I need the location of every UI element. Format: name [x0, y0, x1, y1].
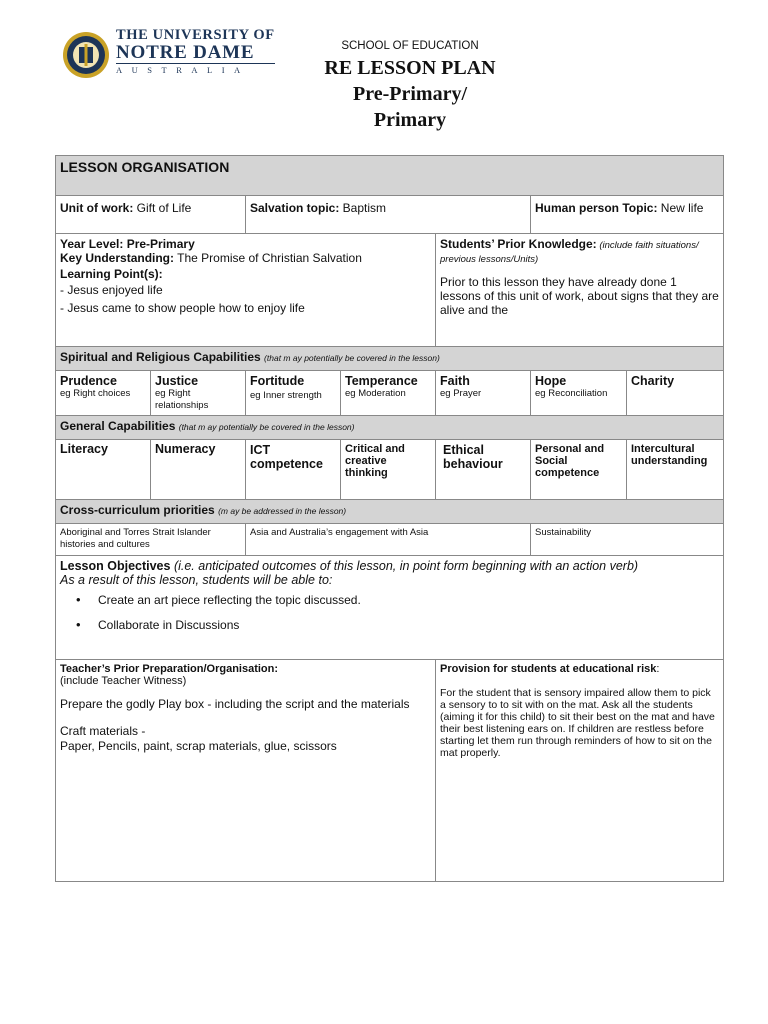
- general-intercultural: [627, 440, 724, 500]
- lesson-objectives-note: (i.e. anticipated outcomes of this lesson, in point form beginning with an action verb): [170, 559, 639, 573]
- general-ict: [246, 440, 341, 500]
- human-label: Human person Topic:: [535, 201, 658, 215]
- prior-knowledge-cell: [436, 234, 724, 347]
- capability-name: Faith: [440, 374, 470, 388]
- general-numeracy: [151, 440, 246, 500]
- capability-hope: [531, 371, 627, 416]
- capability-name: Charity: [631, 374, 675, 388]
- cross-priority-text: Asia and Australia’s engagement with Asia: [250, 527, 429, 538]
- learning-points-list: [60, 283, 431, 315]
- logo-line-1: THE UNIVERSITY OF: [116, 27, 275, 43]
- document-subtitle-2: Primary: [373, 109, 447, 131]
- document-header: [260, 40, 560, 133]
- general-capabilities-note: (that m ay potentially be covered in the lesson): [178, 422, 355, 432]
- lesson-objectives-list: [60, 593, 719, 632]
- learning-points-label: Learning Point(s):: [60, 267, 163, 281]
- objective-item: • Collaborate in Discussions: [98, 618, 719, 632]
- prior-knowledge-note: (include faith situations/ previous lessons/Units): [440, 240, 699, 265]
- year-level: Year Level: Pre-Primary: [60, 237, 195, 251]
- logo-line-2: NOTRE DAME: [116, 42, 255, 63]
- unit-value: Gift of Life: [133, 201, 192, 215]
- prior-knowledge-label: Students’ Prior Knowledge:: [440, 237, 597, 251]
- capability-name: Hope: [535, 374, 567, 388]
- cross-priority-text: Aboriginal and Torres Strait Islander histories and cultures: [60, 527, 211, 550]
- provision-label: Provision for students at educational risk: [440, 663, 657, 675]
- provision-text: For the student that is sensory impaired allow them to pick a sensory to to sit with on the mat. Ask all the students (aiming it for this child) to sit their best on the mat and have their best listening ears on. If children are restless before starting let them run through reminders of how to sit on the mat properly.: [440, 687, 715, 759]
- general-personal-social: [531, 440, 627, 500]
- capability-charity: [627, 371, 724, 416]
- lesson-objectives-cell: [56, 556, 724, 660]
- document-title: RE LESSON PLAN: [324, 57, 496, 79]
- capability-name: Fortitude: [250, 374, 305, 388]
- capability-name: Prudence: [60, 374, 117, 388]
- crest-icon: [62, 30, 110, 80]
- human-value: New life: [657, 201, 704, 215]
- capability-name: Temperance: [345, 374, 418, 388]
- general-capability-name: Literacy: [60, 442, 108, 456]
- spiritual-capabilities-note: (that m ay potentially be covered in the lesson): [264, 353, 440, 363]
- unit-label: Unit of work:: [60, 201, 134, 215]
- cross-curriculum-title: Cross-curriculum priorities: [60, 503, 215, 517]
- capability-example: eg Moderation: [345, 388, 406, 399]
- general-capability-name: Critical and creative thinking: [345, 443, 405, 479]
- learning-point: - Jesus came to show people how to enjoy life: [60, 301, 305, 315]
- university-logo: [62, 27, 275, 82]
- cross-priority-sustainability: [531, 524, 724, 556]
- cross-priority-text: Sustainability: [535, 527, 591, 538]
- salvation-value: Baptism: [339, 201, 387, 215]
- spiritual-capabilities-title: Spiritual and Religious Capabilities: [60, 350, 261, 364]
- teacher-preparation-text-2: Craft materials -: [60, 724, 146, 738]
- general-capability-name: Ethical behaviour: [443, 443, 503, 471]
- general-capability-name: Intercultural understanding: [631, 443, 708, 467]
- teacher-preparation-note: (include Teacher Witness): [60, 675, 187, 687]
- teacher-preparation-text-1: Prepare the godly Play box - including the script and the materials: [60, 697, 410, 711]
- teacher-preparation-label: Teacher’s Prior Preparation/Organisation:: [60, 663, 279, 675]
- lesson-organisation-header: [56, 156, 724, 196]
- salvation-topic-cell: [246, 196, 531, 234]
- human-person-topic-cell: [531, 196, 724, 234]
- capability-name: Justice: [155, 374, 199, 388]
- lesson-organisation-title: LESSON ORGANISATION: [60, 159, 230, 175]
- cross-priority-aboriginal: [56, 524, 246, 556]
- key-understanding-label: Key Understanding:: [60, 251, 175, 265]
- capability-justice: [151, 371, 246, 416]
- general-critical-thinking: [341, 440, 436, 500]
- capability-prudence: [56, 371, 151, 416]
- prior-knowledge-text: Prior to this lesson they have already done 1 lessons of this unit of work, about signs that they are alive and the: [440, 275, 719, 317]
- year-level-cell: [56, 234, 436, 347]
- key-understanding-value: The Promise of Christian Salvation: [174, 251, 362, 265]
- salvation-label: Salvation topic:: [250, 201, 340, 215]
- capability-example: eg Right relationships: [155, 388, 209, 411]
- capability-faith: [436, 371, 531, 416]
- school-name: SCHOOL OF EDUCATION: [341, 40, 479, 52]
- cross-curriculum-header: [56, 500, 724, 524]
- general-capabilities-title: General Capabilities: [60, 419, 176, 433]
- capability-example: eg Right choices: [60, 388, 131, 399]
- lesson-objectives-intro: As a result of this lesson, students will be able to:: [60, 573, 333, 587]
- teacher-preparation-cell: [56, 660, 436, 882]
- capability-temperance: [341, 371, 436, 416]
- general-capability-name: Personal and Social competence: [535, 443, 605, 479]
- general-ethical-behaviour: [436, 440, 531, 500]
- lesson-objectives-label: Lesson Objectives: [60, 559, 171, 573]
- cross-priority-asia: [246, 524, 531, 556]
- capability-fortitude: [246, 371, 341, 416]
- provision-colon: :: [656, 663, 660, 675]
- general-literacy: [56, 440, 151, 500]
- capability-example: eg Prayer: [440, 388, 482, 399]
- general-capabilities-header: [56, 416, 724, 440]
- general-capability-name: Numeracy: [155, 442, 216, 456]
- document-subtitle-1: Pre-Primary/: [352, 83, 467, 105]
- teacher-preparation-text-3: Paper, Pencils, paint, scrap materials, glue, scissors: [60, 739, 337, 753]
- logo-line-3: AUSTRALIA: [116, 63, 275, 76]
- unit-of-work-cell: [56, 196, 246, 234]
- provision-cell: [436, 660, 724, 882]
- learning-point: - Jesus enjoyed life: [60, 283, 163, 297]
- objective-item: • Create an art piece reflecting the topic discussed.: [98, 593, 719, 607]
- general-capability-name: ICT competence: [250, 443, 323, 471]
- cross-curriculum-note: (m ay be addressed in the lesson): [218, 506, 347, 516]
- capability-example: eg Reconciliation: [535, 388, 608, 399]
- lesson-plan-table: [55, 155, 724, 882]
- capability-example: eg Inner strength: [250, 390, 322, 401]
- spiritual-capabilities-header: [56, 347, 724, 371]
